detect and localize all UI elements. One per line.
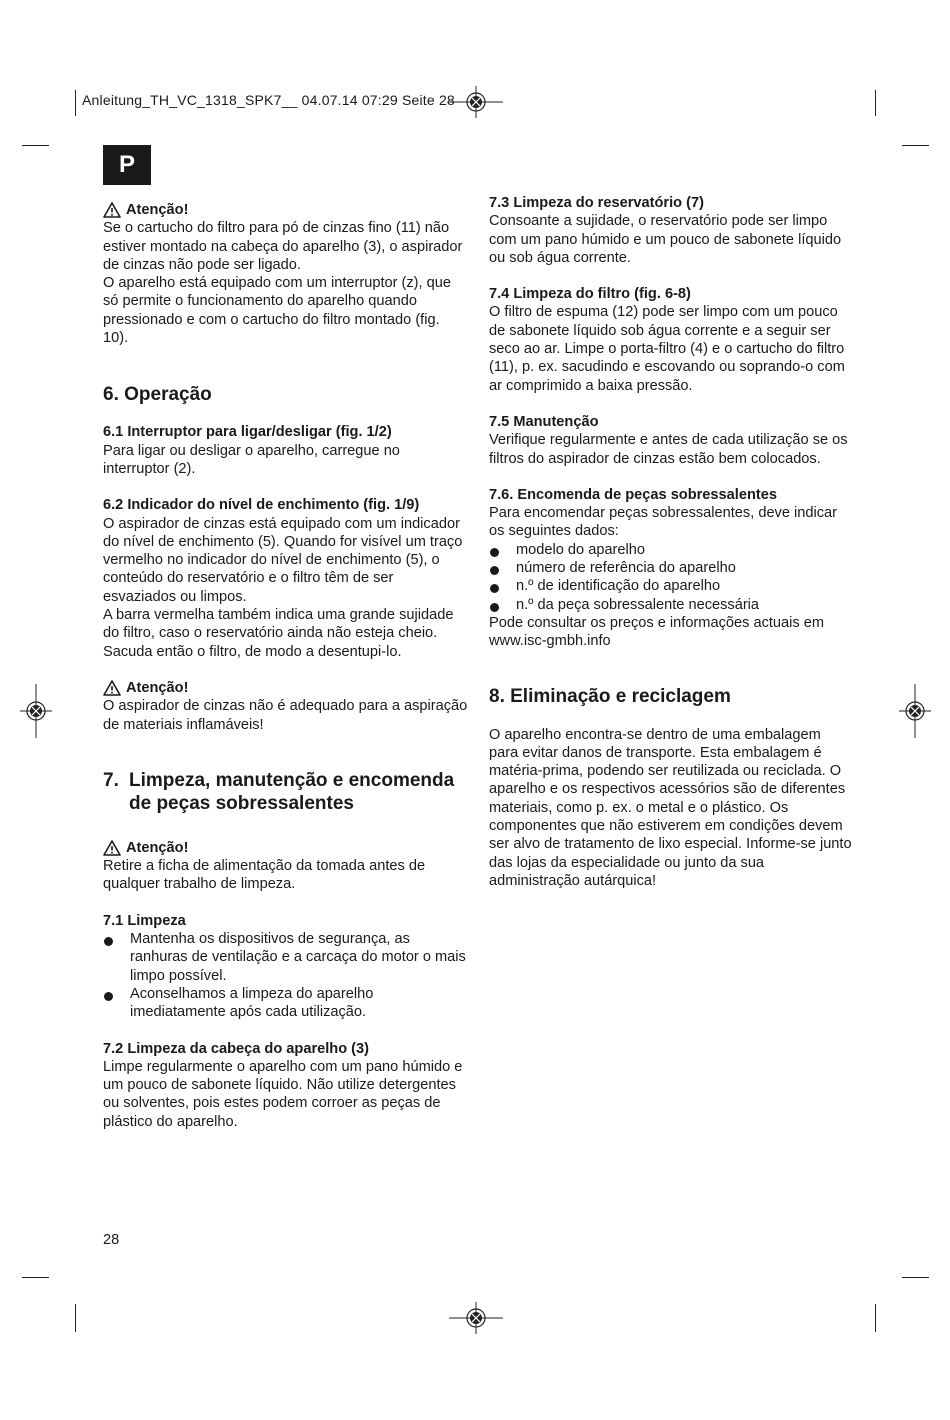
paragraph: O aparelho encontra-se dentro de uma embalagem para evitar danos de transporte. Esta embalagem é matéria-prima, podendo ser reutilizada ou reciclada. O aparelho e os respectivos acessórios são de diferentes materiais, como p. ex. o metal e o plástico. Os componentes que não estiverem em condições devem ser alvo de tratamento de lixo especial. Informe-se junto das lojas da especialidade ou junto da sua administração autárquica! <box>489 726 852 889</box>
paragraph: Limpe regularmente o aparelho com um pano húmido e um pouco de sabonete líquido. Não utilize detergentes ou solventes, pois estes podem corroer as peças de plástico do aparelho. <box>103 1058 463 1130</box>
subsection-heading: 7.6. Encomenda de peças sobressalentes <box>489 486 777 503</box>
left-column <box>103 201 468 1131</box>
crop-mark-top-right-horizontal <box>902 145 929 146</box>
subsection-heading: 7.2 Limpeza da cabeça do aparelho (3) <box>103 1040 370 1057</box>
warning-heading <box>103 839 468 857</box>
crop-mark-top-left-vertical <box>75 90 76 116</box>
subsection-heading: 7.5 Manutenção <box>489 413 599 430</box>
page-number: 28 <box>103 1232 120 1248</box>
list-item: Aconselhamos a limpeza do aparelho imediatamente após cada utilização. <box>103 985 468 1022</box>
registration-mark-top <box>449 86 503 118</box>
paragraph: Consoante a sujidade, o reservatório pode ser limpo com um pano húmido e um pouco de sabonete líquido ou sob água corrente. <box>489 213 842 266</box>
crop-mark-top-left-horizontal <box>22 145 49 146</box>
warning-triangle-icon <box>103 202 121 218</box>
paragraph: Para encomendar peças sobressalentes, deve indicar os seguintes dados: <box>489 505 838 540</box>
paragraph: O aspirador de cinzas não é adequado para a aspiração de materiais inflamáveis! <box>103 698 468 733</box>
section-heading: 6. Operação <box>103 384 212 406</box>
paragraph: Se o cartucho do filtro para pó de cinzas fino (11) não estiver montado na cabeça do aparelho (3), o aspirador de cinzas não pode ser ligado. <box>103 220 463 273</box>
list-item: Mantenha os dispositivos de segurança, as ranhuras de ventilação e a carcaça do motor o mais limpo possível. <box>103 930 468 985</box>
list-item: n.º de identificação do aparelho <box>489 577 854 595</box>
paragraph: Pode consultar os preços e informações actuais em www.isc-gmbh.info <box>489 614 825 650</box>
paragraph: O filtro de espuma (12) pode ser limpo com um pouco de sabonete líquido sob água corrente e a seguir ser seco ao ar. Limpe o porta-filtro (4) e o cartucho do filtro (11), p. ex. sacudindo e escovando ou soprando-o com ar comprimido a baixa pressão. <box>489 304 845 394</box>
warning-title: Atenção! <box>126 679 189 696</box>
subsection-heading: 7.4 Limpeza do filtro (fig. 6-8) <box>489 286 691 303</box>
section-heading <box>103 769 468 815</box>
registration-mark-left <box>20 684 52 738</box>
list-item: modelo do aparelho <box>489 541 854 559</box>
subsection-heading: 7.1 Limpeza <box>103 912 186 929</box>
paragraph: O aparelho está equipado com um interruptor (z), que só permite o funcionamento do aparelho quando pressionado e com o cartucho do filtro montado (fig. 10). <box>103 275 452 347</box>
print-file-info: Anleitung_TH_VC_1318_SPK7__ 04.07.14 07:29 Seite 28 <box>82 92 455 108</box>
registration-mark-right <box>899 684 931 738</box>
warning-heading <box>103 201 468 219</box>
paragraph: Para ligar ou desligar o aparelho, carregue no interruptor (2). <box>103 442 400 477</box>
list-item: n.º da peça sobressalente necessária <box>489 596 854 614</box>
warning-title: Atenção! <box>126 839 189 856</box>
paragraph: Verifique regularmente e antes de cada utilização se os filtros do aspirador de cinzas estão bem colocados. <box>489 432 848 467</box>
crop-mark-bottom-right-vertical <box>875 1304 876 1332</box>
section-heading: 8. Eliminação e reciclagem <box>489 685 731 707</box>
warning-triangle-icon <box>103 840 121 856</box>
crop-mark-bottom-left-vertical <box>75 1304 76 1332</box>
subsection-heading: 7.3 Limpeza do reservatório (7) <box>489 195 704 211</box>
crop-mark-bottom-left-horizontal <box>22 1277 49 1278</box>
subsection-heading: 6.1 Interruptor para ligar/desligar (fig. 1/2) <box>103 424 392 441</box>
list-item: número de referência do aparelho <box>489 559 854 577</box>
paragraph: A barra vermelha também indica uma grande sujidade do filtro, caso o reservatório ainda não esteja cheio. Sacuda então o filtro, de modo a desentupi-lo. <box>103 607 454 660</box>
bullet-list <box>489 541 854 614</box>
crop-mark-top-right-vertical <box>875 90 876 116</box>
subsection-heading: 6.2 Indicador do nível de enchimento (fig. 1/9) <box>103 497 420 514</box>
right-column <box>489 194 854 890</box>
bullet-list <box>103 930 468 1021</box>
paragraph: O aspirador de cinzas está equipado com um indicador do nível de enchimento (5). Quando for visível um traço vermelho no indicador do nível de enchimento (5), o conteúdo do reservatório e o filtro têm de ser esvaziados ou limpos. <box>103 515 463 605</box>
paragraph: Retire a ficha de alimentação da tomada antes de qualquer trabalho de limpeza. <box>103 858 426 893</box>
section-title: Limpeza, manutenção e encomenda de peças sobressalentes <box>129 769 455 814</box>
warning-triangle-icon <box>103 680 121 696</box>
language-tab: P <box>103 145 151 185</box>
section-number: 7. <box>103 769 119 791</box>
crop-mark-bottom-right-horizontal <box>902 1277 929 1278</box>
warning-heading <box>103 679 468 697</box>
warning-title: Atenção! <box>126 202 189 218</box>
registration-mark-bottom <box>449 1302 503 1334</box>
